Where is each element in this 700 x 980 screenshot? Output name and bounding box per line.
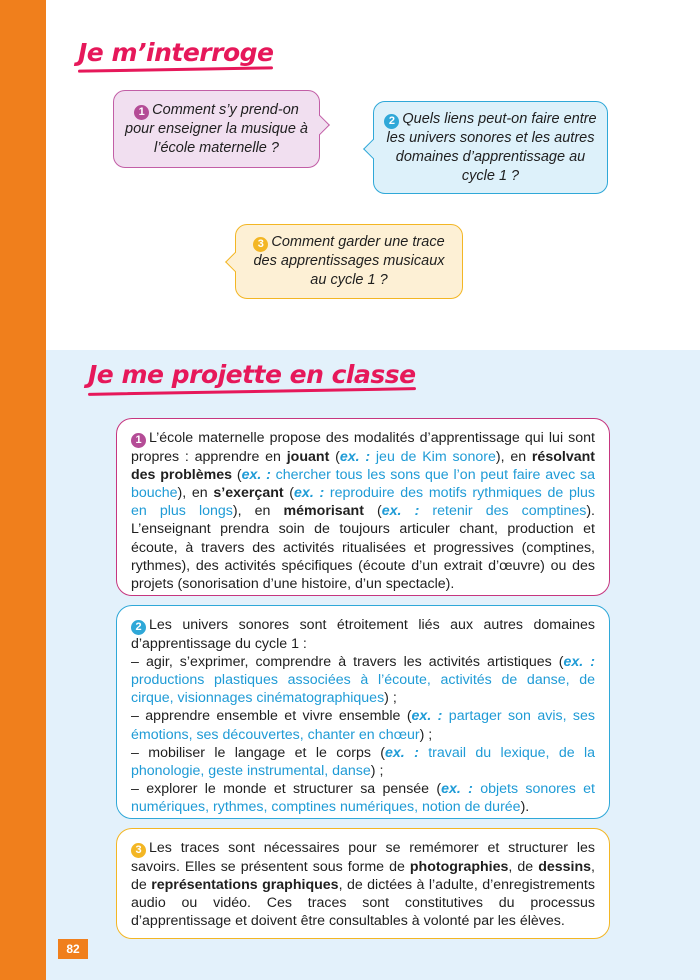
text-run: ( <box>363 503 382 520</box>
bold-term: représentations graphiques <box>151 876 339 893</box>
text-run: ( <box>232 466 242 483</box>
example-label: ex. : <box>385 744 419 761</box>
example-text: partager son avis, ses émotions, ses découvertes, chanter en chœur <box>131 708 595 743</box>
text-run: ), en <box>232 503 284 520</box>
example-label: ex. : <box>241 466 271 483</box>
text-run: Les traces sont nécessaires pour se remémorer et structurer les savoirs. Elles se présentent sous forme de <box>131 840 595 875</box>
text-run: ( <box>283 485 295 501</box>
list-item <box>131 707 595 743</box>
bold-term: photographies <box>409 858 509 875</box>
bold-term: résolvant des problèmes <box>131 448 595 483</box>
list-item <box>131 744 595 780</box>
text-run: ) ; <box>370 763 384 780</box>
question-bubble-1 <box>113 90 320 168</box>
example-text: productions plastiques associées à l’écoute, activités de danse, de cirque, visionnages cinématographiques <box>131 672 595 707</box>
example-label: ex. : <box>381 503 420 520</box>
question-text-2: Quels liens peut-on faire entre les univers sonores et les autres domaines d’apprentissage au cycle 1 ? <box>386 110 597 184</box>
example-text: travail du lexique, de la phonologie, geste instrumental, danse <box>131 744 596 780</box>
example-label: ex. : <box>411 708 443 725</box>
text-run: – mobiliser le langage et le corps ( <box>131 744 386 761</box>
question-text-1: Comment s’y prend-on pour enseigner la musique à l’école maternelle ? <box>125 101 308 156</box>
section-title-text: Je m’interroge <box>78 38 274 67</box>
orange-sidebar <box>0 0 46 980</box>
page-number: 82 <box>58 939 88 959</box>
text-run: Les univers sonores sont étroitement liés aux autres domaines d’apprentissage du cycle 1 : <box>131 617 595 652</box>
bubble-tail <box>225 252 245 272</box>
number-badge-3: 3 <box>253 237 268 252</box>
number-badge-1: 1 <box>134 105 149 120</box>
example-text: reproduire des motifs rythmiques de plus en plus longs <box>131 485 595 520</box>
example-label: ex. : <box>563 653 595 670</box>
text-run: – agir, s’exprimer, comprendre à travers les activités artistiques ( <box>131 653 564 670</box>
bubble-tail <box>363 139 383 159</box>
text-run: ) ; <box>419 726 433 743</box>
text-run: ), en <box>177 485 214 501</box>
number-badge-3: 3 <box>131 843 146 858</box>
bold-term: jouant <box>286 448 330 465</box>
number-badge-1: 1 <box>131 433 146 448</box>
example-text: retenir des comptines <box>419 503 587 520</box>
text-run: ). <box>520 799 530 816</box>
section-title-je-m-interroge <box>78 38 273 71</box>
answer-card-3 <box>116 828 610 939</box>
answer-card-1 <box>116 418 610 596</box>
number-badge-2: 2 <box>131 620 146 635</box>
example-label: ex. : <box>441 781 473 798</box>
list-item <box>131 653 595 708</box>
text-run: ). L’enseignant prendra soin de toujours articuler chant, production et écoute, à travers des activités ritualisées et progressives (comptines, rythmes), des activités spécifiques (écoute d’un extrait d’œuvre) ou des projets (sonorisation d’une histoire, d’un spectacle). <box>131 503 595 593</box>
answer-intro-2 <box>131 616 595 653</box>
title-underline <box>78 66 273 72</box>
answer-text-1 <box>131 429 595 593</box>
answer-card-2 <box>116 605 610 819</box>
question-bubble-2 <box>373 101 608 194</box>
bold-term: dessins <box>538 858 592 875</box>
bubble-tail <box>310 115 330 135</box>
text-run: – explorer le monde et structurer sa pensée ( <box>131 781 442 798</box>
section-title-text: Je me projette en classe <box>88 360 416 389</box>
answer-text-3 <box>131 839 595 930</box>
example-label: ex. : <box>339 448 371 465</box>
example-text: chercher tous les sons que l’on peut faire avec sa bouche <box>131 466 595 501</box>
question-text-3: Comment garder une trace des apprentissages musicaux au cycle 1 ? <box>253 234 445 288</box>
text-run: , de <box>131 858 595 893</box>
text-run: L’école maternelle propose des modalités d’apprentissage qui lui sont propres : apprendre en <box>131 430 595 465</box>
number-badge-2: 2 <box>384 114 399 129</box>
text-run: ) ; <box>384 690 397 707</box>
text-run: – apprendre ensemble et vivre ensemble ( <box>131 708 412 725</box>
text-run: , de <box>508 858 539 875</box>
question-bubble-3 <box>235 224 463 299</box>
text-run: ( <box>329 448 340 465</box>
bold-term: s’exerçant <box>213 485 284 501</box>
example-text: objets sonores et numériques, rythmes, comptines numériques, notion de durée <box>131 781 595 816</box>
bold-term: mémorisant <box>283 503 364 520</box>
example-text: jeu de Kim sonore <box>370 448 496 465</box>
list-item <box>131 780 595 816</box>
text-run: ), en <box>495 448 532 465</box>
section-title-je-me-projette <box>88 360 416 393</box>
example-label: ex. : <box>294 485 325 501</box>
text-run: , de dictées à l’adulte, d’enregistrements audio ou vidéo. Ces traces sont constitutives du processus d’apprentissage et doivent être consultables à volonté par les élèves. <box>131 876 595 930</box>
